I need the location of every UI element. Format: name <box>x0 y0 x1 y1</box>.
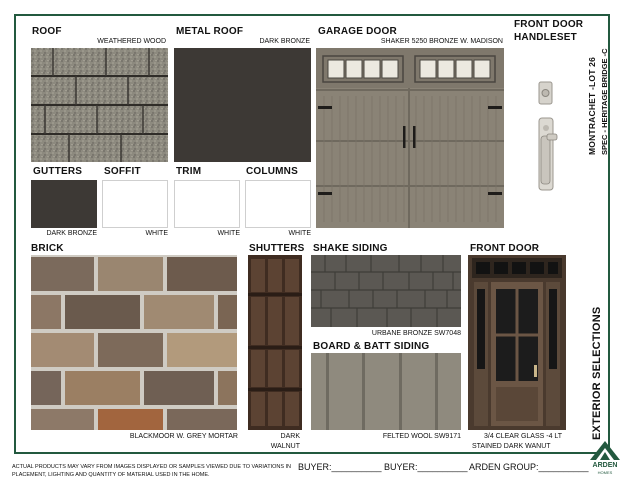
arden-homes-logo <box>588 440 622 480</box>
section-title: EXTERIOR SELECTIONS <box>591 306 603 440</box>
gutters-title: GUTTERS <box>33 166 83 177</box>
gutters-caption: DARK BRONZE <box>46 230 97 237</box>
shutters-title: SHUTTERS <box>249 243 305 254</box>
disclaimer <box>12 463 291 479</box>
front-door-caption-line2: STAINED DARK WANUT <box>472 443 551 450</box>
board-batt-title: BOARD & BATT SIDING <box>313 341 430 352</box>
front-door-caption-line1: 3/4 CLEAR GLASS -4 LT <box>484 433 563 440</box>
garage-door-title: GARAGE DOOR <box>318 26 397 37</box>
shake-siding-title: SHAKE SIDING <box>313 243 388 254</box>
roof-caption: WEATHERED WOOD <box>97 38 166 45</box>
disclaimer-line2: PLACEMENT, LIGHTING AND QUANTITY OF MATERIAL USED IN THE HOME. <box>12 472 210 478</box>
garage-door-caption: SHAKER 5250 BRONZE W. MADISON <box>380 38 503 45</box>
roof-shingle-swatch <box>31 48 168 162</box>
brick-title: BRICK <box>31 243 64 254</box>
gutters-swatch <box>31 180 97 228</box>
board-batt-swatch <box>311 353 461 430</box>
shutters-swatch <box>248 255 302 430</box>
brick-swatch <box>31 255 237 430</box>
trim-caption: WHITE <box>217 230 240 237</box>
shake-siding-swatch <box>311 255 461 327</box>
metal-roof-swatch <box>174 48 311 162</box>
soffit-swatch <box>102 180 168 228</box>
logo-name: ARDEN <box>592 462 618 469</box>
lot-label: MONTRACHET -LOT 26 <box>587 56 597 155</box>
buyer1-signature-line[interactable]: BUYER:__________ <box>298 462 382 472</box>
front-door-image <box>468 255 566 430</box>
metal-roof-caption: DARK BRONZE <box>259 38 310 45</box>
roof-title: ROOF <box>32 26 62 37</box>
soffit-caption: WHITE <box>145 230 168 237</box>
handleset-title-line2: HANDLESET <box>514 32 577 43</box>
logo-sub: HOMES <box>597 470 613 475</box>
columns-swatch <box>245 180 311 228</box>
board-batt-caption: FELTED WOOL SW9171 <box>382 433 461 440</box>
handleset-image <box>528 80 562 195</box>
buyer2-signature-line[interactable]: BUYER:__________ <box>384 462 468 472</box>
trim-title: TRIM <box>176 166 202 177</box>
trim-swatch <box>174 180 240 228</box>
shutters-caption-line2: WALNUT <box>270 443 300 450</box>
spec-label: SPEC - HERITAGE BRIDGE -C <box>600 48 609 155</box>
soffit-title: SOFFIT <box>104 166 141 177</box>
shutters-caption-line1: DARK <box>280 433 300 440</box>
columns-title: COLUMNS <box>246 166 298 177</box>
disclaimer-line1: ACTUAL PRODUCTS MAY VARY FROM IMAGES DISPLAYED OR SAMPLES VIEWED DUE TO VARIATIONS IN <box>12 464 292 470</box>
front-door-title: FRONT DOOR <box>470 243 540 254</box>
shake-siding-caption: URBANE BRONZE SW7048 <box>371 330 461 337</box>
garage-door-image <box>316 48 504 228</box>
brick-caption: BLACKMOOR W. GREY MORTAR <box>129 433 238 440</box>
metal-roof-title: METAL ROOF <box>176 26 244 37</box>
handleset-title-line1: FRONT DOOR <box>514 19 584 30</box>
arden-group-signature-line[interactable]: ARDEN GROUP:__________ <box>469 462 589 472</box>
columns-caption: WHITE <box>288 230 311 237</box>
